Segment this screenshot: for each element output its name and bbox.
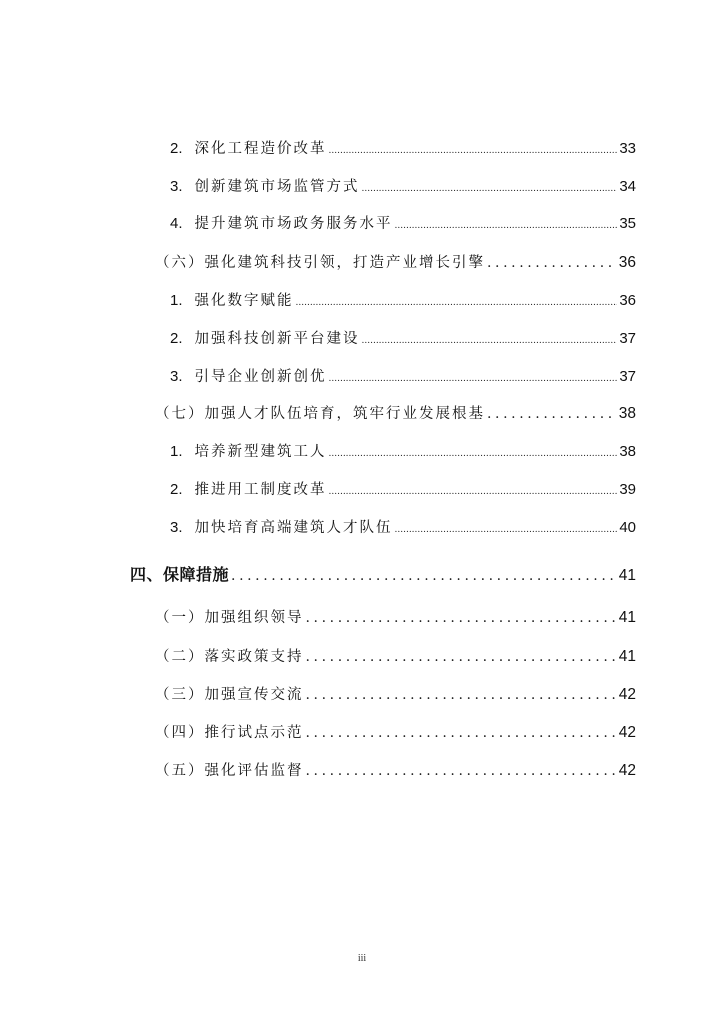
toc-entry-number: 1. [170,443,183,460]
dot-leader [329,374,618,384]
toc-entry-title: 培养新型建筑工人 [194,444,327,460]
toc-entry-title: 提升建筑市场政务服务水平 [194,216,393,232]
toc-entry-title: 四、保障措施 [130,565,230,584]
toc-entry-page: 41 [618,609,636,626]
toc-entry-number: 1. [170,292,183,309]
toc-entry[interactable] [170,327,636,349]
dot-leader [306,687,617,703]
toc-entry-page: 35 [619,215,636,232]
dot-leader [329,487,618,497]
dot-leader [487,406,617,422]
toc-entry-title: （二）落实政策支持 [155,649,304,665]
toc-entry[interactable] [170,365,636,387]
toc-entry[interactable] [170,175,636,197]
toc-entry[interactable] [155,721,636,743]
dot-leader [306,649,617,665]
toc-entry[interactable] [155,606,636,628]
toc-entry[interactable] [155,402,636,424]
dot-leader [329,146,618,156]
toc-entry-page: 42 [618,724,636,741]
dot-leader [296,298,618,308]
toc-entry-number: 3. [170,519,183,536]
toc-entry[interactable] [170,137,636,159]
toc-entry[interactable] [170,289,636,311]
toc-entry-page: 37 [619,330,636,347]
toc-entry[interactable] [155,251,636,273]
toc-entry[interactable] [170,478,636,500]
toc-entry-page: 38 [618,405,636,422]
toc-entry-page: 41 [618,567,636,584]
toc-entry-title: （四）推行试点示范 [155,725,304,741]
toc-entry-title: 加强科技创新平台建设 [194,331,360,347]
toc-entry-page: 42 [618,686,636,703]
toc-entry-page: 33 [619,140,636,157]
dot-leader [395,525,618,535]
toc-entry[interactable] [170,212,636,234]
toc-entry-title: 引导企业创新创优 [194,369,327,385]
dot-leader [395,221,618,231]
toc-entry-number: 4. [170,215,183,232]
dot-leader [306,725,617,741]
dot-leader [362,184,618,194]
toc-chapter-entry[interactable] [130,562,636,584]
toc-entry-title: （五）强化评估监督 [155,763,304,779]
toc-entry-title: （三）加强宣传交流 [155,687,304,703]
toc-entry-title: （七）加强人才队伍培育，筑牢行业发展根基 [155,406,485,422]
toc-entry-page: 40 [619,519,636,536]
toc-entry-number: 2. [170,140,183,157]
toc-entry-page: 42 [618,762,636,779]
dot-leader [487,255,617,271]
toc-entry-page: 38 [619,443,636,460]
toc-entry-title: （六）强化建筑科技引领，打造产业增长引擎 [155,255,485,271]
toc-entry-number: 2. [170,481,183,498]
toc-entry-title: 强化数字赋能 [194,293,294,309]
toc-entry-title: 加快培育高端建筑人才队伍 [194,520,393,536]
toc-entry-page: 41 [618,648,636,665]
toc-entry[interactable] [155,645,636,667]
toc-entry-page: 37 [619,368,636,385]
toc-entry-number: 3. [170,368,183,385]
dot-leader [329,449,618,459]
toc-entry-number: 3. [170,178,183,195]
dot-leader [306,763,617,779]
dot-leader [362,336,618,346]
toc-entry-page: 34 [619,178,636,195]
toc-entry[interactable] [170,516,636,538]
toc-entry[interactable] [155,683,636,705]
page-number-footer: iii [357,953,367,964]
toc-entry-title: 深化工程造价改革 [194,141,327,157]
toc-entry-page: 36 [618,254,636,271]
dot-leader [231,568,617,584]
toc-entry-title: 创新建筑市场监管方式 [194,179,360,195]
toc-entry-page: 39 [619,481,636,498]
toc-entry[interactable] [155,759,636,781]
dot-leader [306,610,617,626]
toc-entry-title: 推进用工制度改革 [194,482,327,498]
toc-entry-page: 36 [619,292,636,309]
toc-entry-title: （一）加强组织领导 [155,610,304,626]
toc-entry-number: 2. [170,330,183,347]
toc-entry[interactable] [170,440,636,462]
